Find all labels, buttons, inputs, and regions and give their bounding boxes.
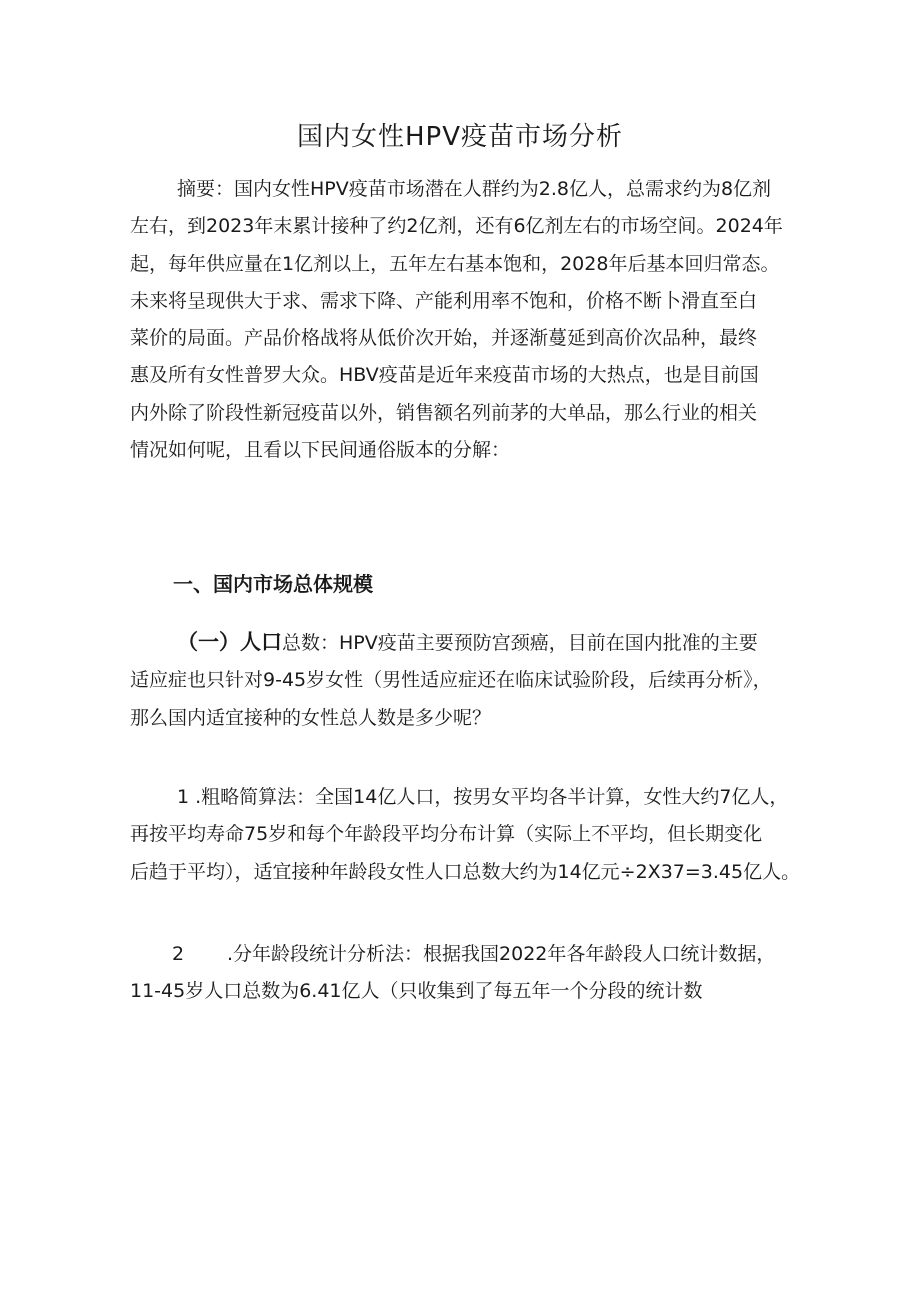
abstract-line: 内外除了阶段性新冠疫苗以外，销售额名列前茅的大单品，那么行业的相关 [130, 401, 758, 424]
method2-line-text: .分年龄段统计分析法：根据我国2022年各年龄段人口统计数据， [227, 943, 776, 965]
abstract-line: 左右，到2023年末累计接种了约2亿剂，还有6亿剂左右的市场空间。2024年 [130, 215, 783, 238]
abstract-line: 菜价的局面。产品价格战将从低价次开始，并逐渐蔓延到高价次品种，最终 [130, 327, 758, 350]
abstract-line: 情况如何呢，且看以下民间通俗版本的分解： [130, 439, 511, 462]
abstract-line: 未来将呈现供大于求、需求下降、产能利用率不饱和，价格不断卜滑直至白 [130, 289, 758, 312]
population-line: 适应症也只针对9-45岁女性（男性适应症还在临床试验阶段，后续再分析》， [130, 669, 772, 692]
method1-paragraph [130, 779, 800, 891]
method2-line: 11-45岁人口总数为6.41亿人（只收集到了每五年一个分段的统计数 [130, 980, 703, 1003]
abstract-line: 摘要：国内女性HPV疫苗市场潜在人群约为2.8亿人，总需求约为8亿剂 [177, 178, 772, 200]
population-line: 那么国内适宜接种的女性总人数是多少呢？ [130, 706, 492, 729]
abstract-paragraph [130, 171, 800, 469]
population-lead: （一）人口 [177, 630, 282, 654]
method1-line: 再按平均寿命75岁和每个年龄段平均分布计算（实际上不平均，但长期变化 [130, 823, 763, 846]
population-paragraph [130, 624, 800, 737]
abstract-line: 起，每年供应量在1亿剂以上，五年左右基本饱和，2028年后基本回归常态。 [130, 252, 780, 275]
abstract-line: 惠及所有女性普罗大众。HBV疫苗是近年来疫苗市场的大热点，也是目前国 [130, 364, 759, 387]
section-heading: 一、国内市场总体规模 [173, 572, 373, 596]
population-line [130, 624, 800, 662]
method2-line [130, 936, 800, 973]
method2-number: 2 [172, 943, 185, 965]
method1-line: 后趋于平均），适宜接种年龄段女性人口总数大约为14亿元÷2X37=3.45亿人。 [130, 860, 801, 883]
population-line-rest: 总数：HPV疫苗主要预防宫颈癌，目前在国内批准的主要 [282, 632, 758, 654]
method2-paragraph [130, 936, 800, 1011]
document-title: 国内女性HPV疫苗市场分析 [296, 122, 624, 152]
method1-line: 1 .粗略简算法：全国14亿人口，按男女平均各半计算，女性大约7亿人， [177, 786, 789, 808]
